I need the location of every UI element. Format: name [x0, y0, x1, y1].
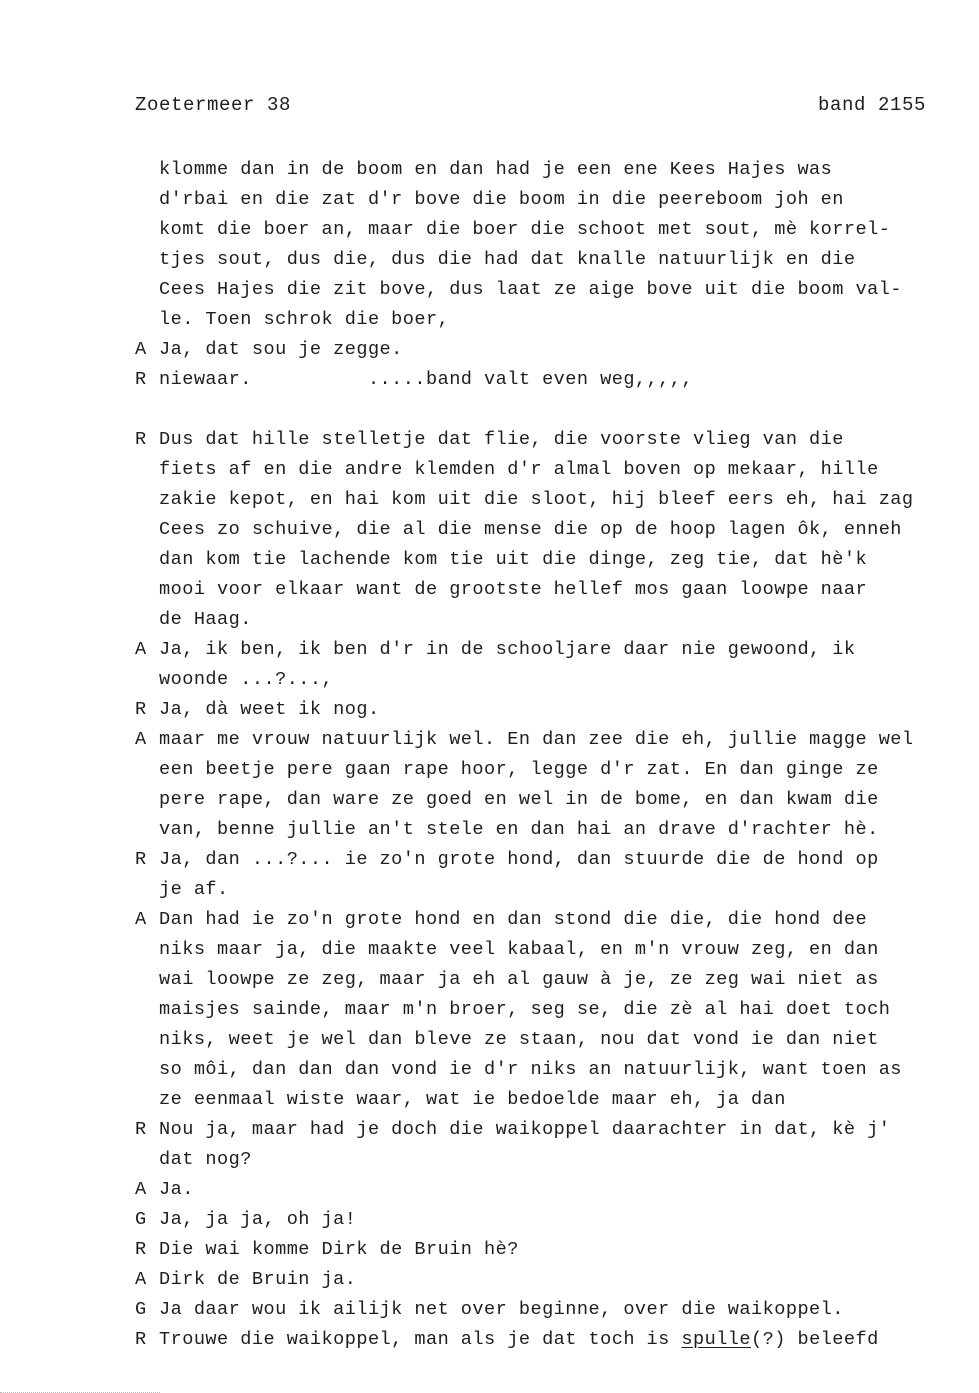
- speaker-label: A: [135, 639, 147, 660]
- transcript-line: [0, 425, 979, 455]
- speaker-label: R: [135, 1329, 147, 1350]
- line-text: [159, 1055, 902, 1085]
- speaker-label: R: [135, 1239, 147, 1260]
- line-text-main: Cees zo schuive, die al die mense die op de hoop lagen ôk, enneh: [159, 519, 902, 540]
- line-text-main: Nou ja, maar had je doch die waikoppel daarachter in dat, kè j': [159, 1119, 891, 1140]
- transcript-line: [0, 245, 979, 275]
- line-text: [159, 575, 867, 605]
- line-text: [159, 185, 844, 215]
- speaker-label: A: [135, 729, 147, 750]
- line-text: [159, 935, 879, 965]
- line-text-main: Ja, dat sou je zegge.: [159, 339, 403, 360]
- line-text-main: Dus dat hille stelletje dat flie, die voorste vlieg van die: [159, 429, 844, 450]
- line-text-main: Ja.: [159, 1179, 194, 1200]
- line-text-main: Ja, dà weet ik nog.: [159, 699, 380, 720]
- transcript-line: [0, 1265, 979, 1295]
- line-text: [159, 1295, 844, 1325]
- line-text-main: Dan had ie zo'n grote hond en dan stond die die, die hond dee: [159, 909, 868, 930]
- speaker-label: R: [135, 699, 147, 720]
- speaker-label: R: [135, 429, 147, 450]
- speaker-label: G: [135, 1209, 147, 1230]
- transcript-line: [0, 695, 979, 725]
- transcript-line: [0, 935, 979, 965]
- line-text-main: je af.: [159, 879, 229, 900]
- line-text-main: fiets af en die andre klemden d'r almal boven op mekaar, hille: [159, 459, 879, 480]
- line-text-tail: (?) beleefd: [751, 1329, 879, 1350]
- line-text: [159, 335, 403, 365]
- transcript-line: [0, 305, 979, 335]
- line-text-main: niewaar. .....band valt even weg,,,,,: [159, 369, 693, 390]
- scan-edge-mark: [0, 1388, 160, 1393]
- line-text: [159, 425, 844, 455]
- line-text-main: Ja, dan ...?... ie zo'n grote hond, dan stuurde die de hond op: [159, 849, 879, 870]
- line-text-main: d'rbai en die zat d'r bove die boom in die peereboom joh en: [159, 189, 844, 210]
- line-text: [159, 845, 879, 875]
- transcript-line: [0, 275, 979, 305]
- line-text: [159, 905, 867, 935]
- line-text: [159, 1175, 194, 1205]
- transcript-line: [0, 1295, 979, 1325]
- line-text: [159, 785, 879, 815]
- transcript-line: [0, 1235, 979, 1265]
- line-text: [159, 1235, 519, 1265]
- line-text: [159, 305, 449, 335]
- line-text: [159, 485, 914, 515]
- transcript-line: [0, 1115, 979, 1145]
- transcript-line: [0, 1025, 979, 1055]
- transcript-line: [0, 755, 979, 785]
- transcript-line: [0, 1325, 979, 1355]
- transcript-line: [0, 215, 979, 245]
- line-text: [159, 1115, 890, 1145]
- line-text: [159, 455, 879, 485]
- speaker-label: A: [135, 339, 147, 360]
- transcript-line: [0, 875, 979, 905]
- line-text: [159, 1265, 356, 1295]
- transcript-line: [0, 785, 979, 815]
- transcript-line: [0, 845, 979, 875]
- line-text-main: dat nog?: [159, 1149, 252, 1170]
- line-text: [159, 755, 879, 785]
- transcript-line: [0, 1085, 979, 1115]
- header-location: Zoetermeer 38: [135, 94, 292, 116]
- transcript-body: [0, 155, 979, 1355]
- line-text-main: mooi voor elkaar want de grootste hellef mos gaan loowpe naar: [159, 579, 868, 600]
- line-text: [159, 515, 902, 545]
- line-text-main: maar me vrouw natuurlijk wel. En dan zee die eh, jullie magge wel: [159, 729, 914, 750]
- line-text-main: klomme dan in de boom en dan had je een ene Kees Hajes was: [159, 159, 833, 180]
- transcript-line: [0, 455, 979, 485]
- speaker-label: A: [135, 1179, 147, 1200]
- line-text-main: Ja, ik ben, ik ben d'r in de schooljare daar nie gewoond, ik: [159, 639, 856, 660]
- transcript-line: [0, 815, 979, 845]
- line-text: [159, 1325, 879, 1355]
- line-text: [159, 245, 855, 275]
- line-text: [159, 605, 252, 635]
- transcript-line: [0, 335, 979, 365]
- speaker-label: R: [135, 369, 147, 390]
- line-text: [159, 155, 832, 185]
- speaker-label: A: [135, 909, 147, 930]
- transcript-line: [0, 515, 979, 545]
- line-text: [159, 1205, 356, 1235]
- transcript-line: [0, 395, 979, 425]
- transcript-line: [0, 605, 979, 635]
- line-text-main: komt die boer an, maar die boer die schoot met sout, mè korrel-: [159, 219, 891, 240]
- line-text-main: ze eenmaal wiste waar, wat ie bedoelde maar eh, ja dan: [159, 1089, 786, 1110]
- line-text: [159, 815, 879, 845]
- line-text: [159, 875, 229, 905]
- speaker-label: G: [135, 1299, 147, 1320]
- line-text-main: niks maar ja, die maakte veel kabaal, en m'n vrouw zeg, en dan: [159, 939, 879, 960]
- transcript-line: [0, 1205, 979, 1235]
- transcript-line: [0, 485, 979, 515]
- speaker-label: A: [135, 1269, 147, 1290]
- line-text-main: Cees Hajes die zit bove, dus laat ze aige bove uit die boom val-: [159, 279, 902, 300]
- line-text: [159, 965, 879, 995]
- line-text-main: Die wai komme Dirk de Bruin hè?: [159, 1239, 519, 1260]
- transcript-line: [0, 1145, 979, 1175]
- transcript-line: [0, 995, 979, 1025]
- line-text: [159, 725, 914, 755]
- line-text-main: een beetje pere gaan rape hoor, legge d'r zat. En dan ginge ze: [159, 759, 879, 780]
- transcript-line: [0, 1055, 979, 1085]
- line-text-main: Ja daar wou ik ailijk net over beginne, over die waikoppel.: [159, 1299, 844, 1320]
- line-text: [159, 365, 693, 395]
- line-text-main: Ja, ja ja, oh ja!: [159, 1209, 357, 1230]
- header-tape-number: band 2155: [818, 94, 927, 116]
- line-text: [159, 695, 380, 725]
- line-text-main: van, benne jullie an't stele en dan hai an drave d'rachter hè.: [159, 819, 879, 840]
- line-text-main: zakie kepot, en hai kom uit die sloot, hij bleef eers eh, hai zag: [159, 489, 914, 510]
- transcript-line: [0, 665, 979, 695]
- line-text-main: Dirk de Bruin ja.: [159, 1269, 357, 1290]
- transcript-line: [0, 905, 979, 935]
- line-text-main: niks, weet je wel dan bleve ze staan, nou dat vond ie dan niet: [159, 1029, 879, 1050]
- transcript-line: [0, 725, 979, 755]
- transcript-line: [0, 365, 979, 395]
- line-text-main: dan kom tie lachende kom tie uit die dinge, zeg tie, dat hè'k: [159, 549, 868, 570]
- line-text-main: de Haag.: [159, 609, 252, 630]
- line-text: [159, 1145, 252, 1175]
- underlined-word: spulle: [681, 1329, 752, 1350]
- line-text-main: tjes sout, dus die, dus die had dat knalle natuurlijk en die: [159, 249, 856, 270]
- line-text: [159, 665, 333, 695]
- transcript-line: [0, 965, 979, 995]
- transcript-line: [0, 635, 979, 665]
- line-text-main: maisjes sainde, maar m'n broer, seg se, die zè al hai doet toch: [159, 999, 891, 1020]
- line-text: [159, 275, 902, 305]
- line-text-main: pere rape, dan ware ze goed en wel in de bome, en dan kwam die: [159, 789, 879, 810]
- speaker-label: R: [135, 849, 147, 870]
- line-text-main: Trouwe die waikoppel, man als je dat toch is: [159, 1329, 682, 1350]
- line-text: [159, 545, 867, 575]
- transcript-line: [0, 155, 979, 185]
- line-text-main: wai loowpe ze zeg, maar ja eh al gauw à je, ze zeg wai niet as: [159, 969, 879, 990]
- line-text-main: woonde ...?...,: [159, 669, 334, 690]
- line-text: [159, 1025, 879, 1055]
- line-text: [159, 1085, 786, 1115]
- line-text-main: le. Toen schrok die boer,: [159, 309, 450, 330]
- transcript-line: [0, 575, 979, 605]
- transcript-line: [0, 545, 979, 575]
- speaker-label: R: [135, 1119, 147, 1140]
- line-text: [159, 635, 855, 665]
- line-text-main: so môi, dan dan dan vond ie d'r niks an natuurlijk, want toen as: [159, 1059, 902, 1080]
- transcript-line: [0, 185, 979, 215]
- line-text: [159, 215, 890, 245]
- transcript-line: [0, 1175, 979, 1205]
- line-text: [159, 995, 890, 1025]
